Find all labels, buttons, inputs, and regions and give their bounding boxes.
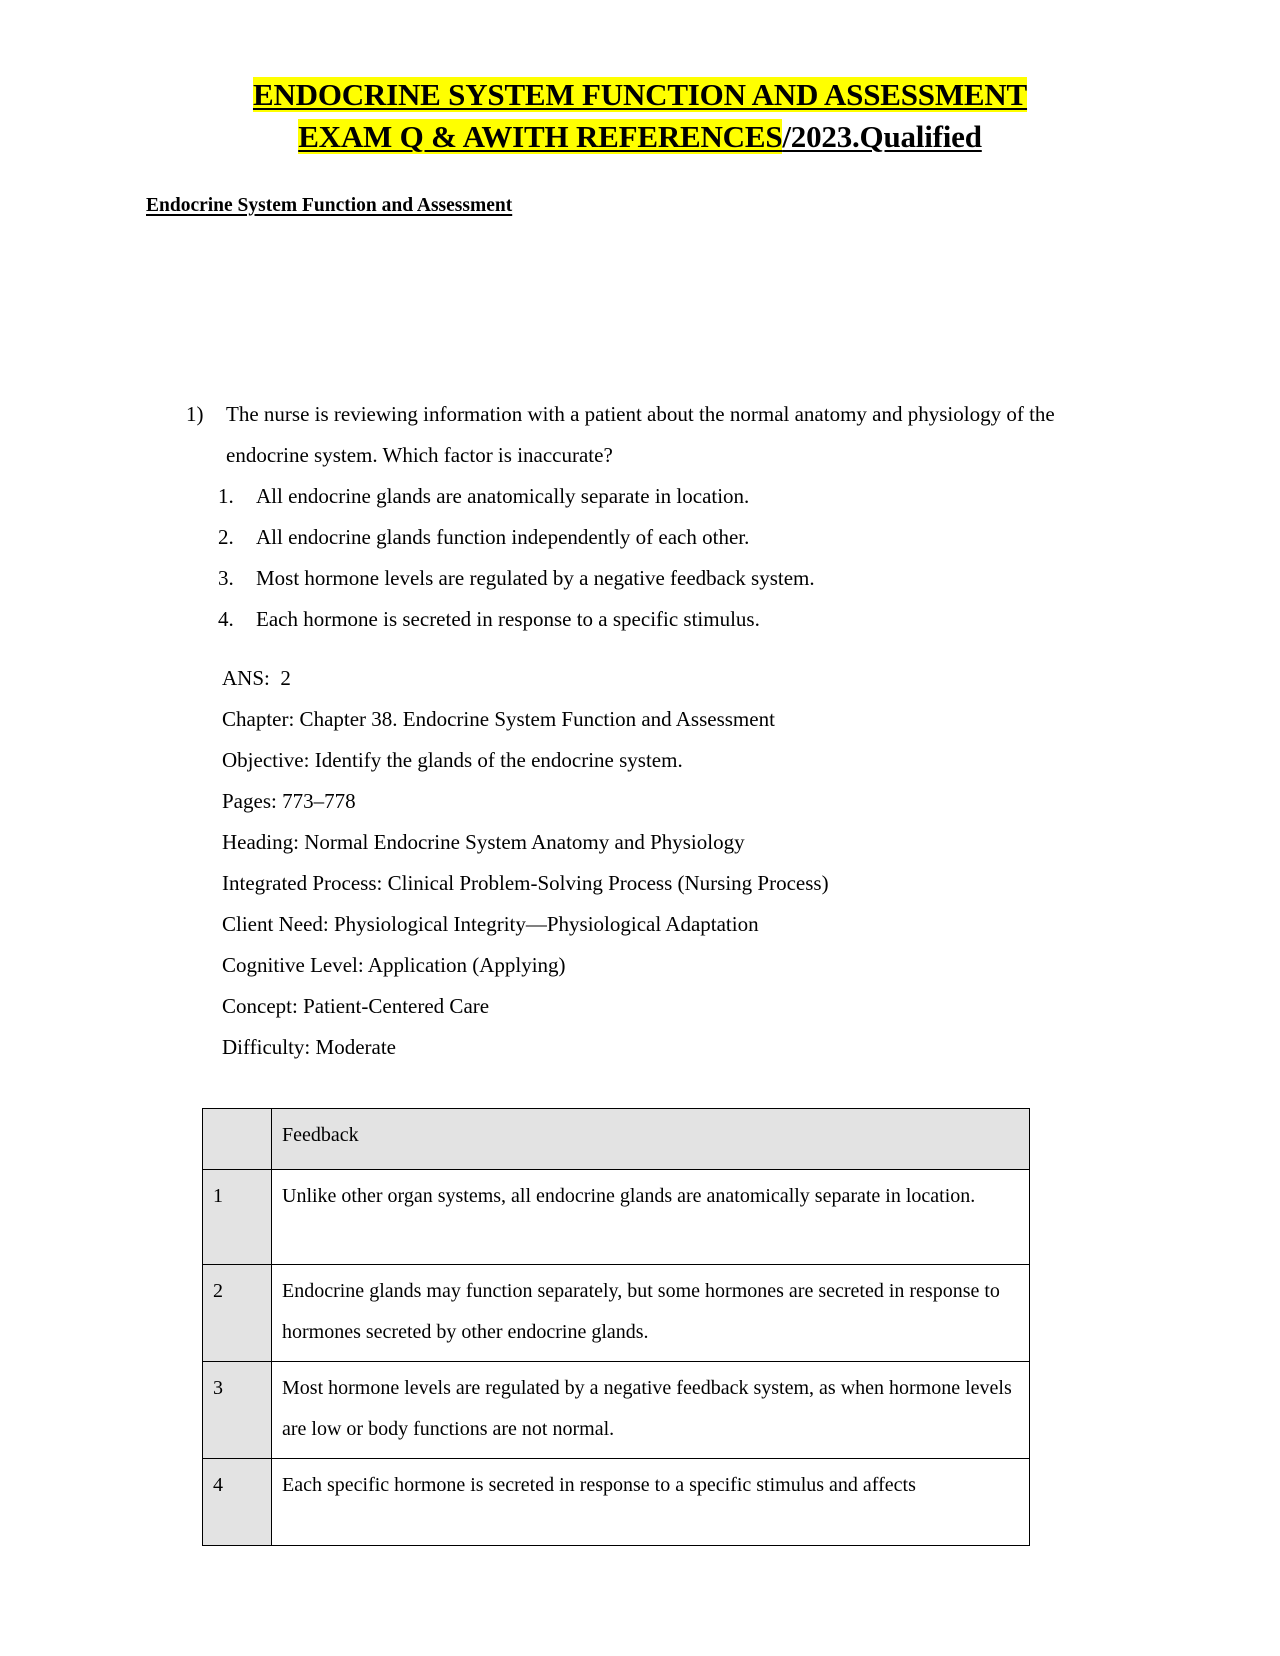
metadata-concept: Concept: Patient-Centered Care xyxy=(222,994,490,1018)
question-row xyxy=(186,394,1116,476)
feedback-row-text: Most hormone levels are regulated by a negative feedback system, as when hormone levels are low or body functions are not normal. xyxy=(272,1362,1030,1459)
answer-options-list xyxy=(218,476,1116,640)
answer-option-number: 3. xyxy=(218,566,234,590)
answer-option-text: Most hormone levels are regulated by a negative feedback system. xyxy=(256,566,815,590)
answer-option xyxy=(218,558,1116,599)
answer-metadata-block xyxy=(222,658,1082,1068)
title-line-2-plain-text: /2023.Qualified xyxy=(782,119,982,154)
metadata-objective: Objective: Identify the glands of the endocrine system. xyxy=(222,748,683,772)
title-line-2-highlighted-text: EXAM Q & AWITH REFERENCES xyxy=(298,119,783,154)
feedback-row-number: 2 xyxy=(203,1265,272,1362)
metadata-difficulty: Difficulty: Moderate xyxy=(222,1035,396,1059)
table-row xyxy=(203,1170,1030,1265)
answer-option-text: All endocrine glands function independently of each other. xyxy=(256,525,750,549)
table-header-row xyxy=(203,1109,1030,1170)
answer-option-text: Each hormone is secreted in response to a specific stimulus. xyxy=(256,607,760,631)
title-line-1 xyxy=(146,74,1134,116)
title-line-2 xyxy=(146,116,1134,158)
metadata-answer: ANS: 2 xyxy=(222,666,291,690)
question-number: 1) xyxy=(186,402,204,426)
feedback-row-number: 1 xyxy=(203,1170,272,1265)
feedback-row-number: 4 xyxy=(203,1459,272,1546)
metadata-client-need: Client Need: Physiological Integrity—Physiological Adaptation xyxy=(222,912,759,936)
feedback-row-text: Unlike other organ systems, all endocrine glands are anatomically separate in location. xyxy=(272,1170,1030,1265)
answer-option xyxy=(218,476,1116,517)
feedback-row-text: Endocrine glands may function separately, but some hormones are secreted in response to hormones secreted by other endocrine glands. xyxy=(272,1265,1030,1362)
metadata-pages: Pages: 773–778 xyxy=(222,789,356,813)
metadata-integrated-process: Integrated Process: Clinical Problem-Solving Process (Nursing Process) xyxy=(222,871,829,895)
table-row xyxy=(203,1362,1030,1459)
answer-option xyxy=(218,599,1116,640)
question-block xyxy=(186,394,1116,640)
table-row xyxy=(203,1459,1030,1546)
feedback-header-label-cell: Feedback xyxy=(272,1109,1030,1170)
metadata-cognitive-level: Cognitive Level: Application (Applying) xyxy=(222,953,566,977)
answer-option-number: 4. xyxy=(218,607,234,631)
metadata-heading: Heading: Normal Endocrine System Anatomy and Physiology xyxy=(222,830,745,854)
answer-option-text: All endocrine glands are anatomically separate in location. xyxy=(256,484,750,508)
feedback-header-number-cell xyxy=(203,1109,272,1170)
answer-option-number: 1. xyxy=(218,484,234,508)
table-row xyxy=(203,1265,1030,1362)
feedback-table xyxy=(202,1108,1030,1546)
page-title xyxy=(146,74,1134,158)
answer-option xyxy=(218,517,1116,558)
metadata-chapter: Chapter: Chapter 38. Endocrine System Function and Assessment xyxy=(222,707,775,731)
feedback-row-number: 3 xyxy=(203,1362,272,1459)
feedback-row-text: Each specific hormone is secreted in response to a specific stimulus and affects xyxy=(272,1459,1030,1546)
section-subheading: Endocrine System Function and Assessment xyxy=(146,195,513,216)
title-line-1-text: ENDOCRINE SYSTEM FUNCTION AND ASSESSMENT xyxy=(252,77,1028,112)
answer-option-number: 2. xyxy=(218,525,234,549)
question-text: The nurse is reviewing information with a patient about the normal anatomy and physiology of the endocrine system. Which factor is inaccurate? xyxy=(226,402,1055,467)
